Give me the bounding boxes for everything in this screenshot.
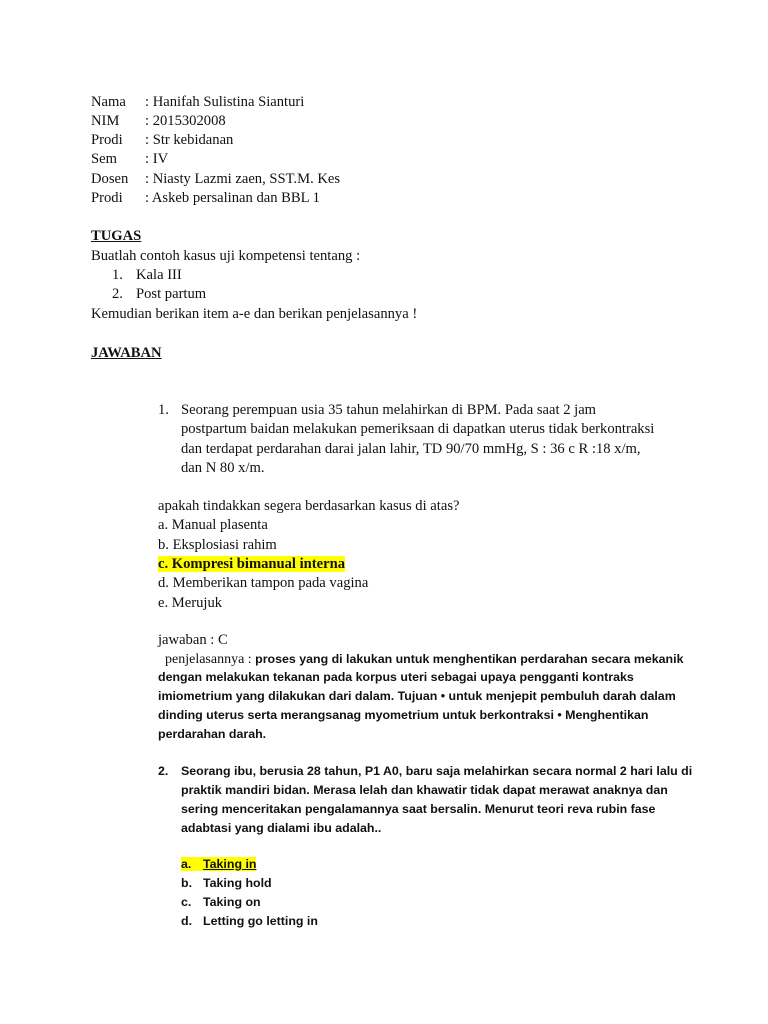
- q2-option-correct: [181, 857, 256, 871]
- explanation-line: [158, 652, 683, 668]
- q2-number: 2.: [158, 764, 169, 778]
- field-value: : Niasty Lazmi zaen, SST.M. Kes: [145, 171, 341, 187]
- explanation-line: dengan melakukan tekanan pada korpus uteri sebagai upaya pengganti kontraks: [158, 670, 634, 684]
- jawaban-title: JAWABAN: [91, 345, 162, 361]
- q1-option: d. Memberikan tampon pada vagina: [158, 575, 369, 591]
- q1-option: e. Merujuk: [158, 595, 223, 611]
- field-prodi: [91, 132, 233, 149]
- explanation-label: penjelasannya :: [165, 652, 252, 667]
- field-value: : IV: [145, 151, 169, 167]
- tugas-title: TUGAS: [91, 228, 142, 244]
- correct-option-highlight: [181, 857, 256, 871]
- option-letter: c.: [181, 895, 192, 909]
- q1-question: apakah tindakkan segera berdasarkan kasus di atas?: [158, 498, 460, 514]
- q2-line: adabtasi yang dialami ibu adalah..: [181, 821, 382, 835]
- field-value: : Hanifah Sulistina Sianturi: [145, 94, 305, 110]
- field-dosen: [91, 171, 340, 188]
- q2-option: [181, 914, 318, 928]
- field-nama: [91, 94, 304, 111]
- item-text: Kala III: [136, 267, 182, 283]
- option-text: Taking on: [203, 895, 261, 909]
- q1-option: b. Eksplosiasi rahim: [158, 537, 277, 553]
- tugas-item: [112, 286, 206, 303]
- q2-line: Seorang ibu, berusia 28 tahun, P1 A0, baru saja melahirkan secara normal 2 hari lalu di: [181, 764, 693, 778]
- field-prodi-course: [91, 190, 320, 207]
- field-label: Nama: [91, 94, 126, 110]
- field-label: Prodi: [91, 190, 123, 206]
- explanation-text: proses yang di lakukan untuk menghentikan perdarahan secara mekanik: [255, 652, 684, 666]
- option-text: Taking in: [203, 857, 257, 871]
- option-text: Letting go letting in: [203, 914, 318, 928]
- option-letter: a.: [181, 857, 192, 871]
- tugas-item: [112, 267, 182, 284]
- correct-option-highlight: c. Kompresi bimanual interna: [158, 556, 346, 572]
- field-value: : Askeb persalinan dan BBL 1: [145, 190, 320, 206]
- tugas-instruction: Kemudian berikan item a-e dan berikan penjelasannya !: [91, 306, 418, 322]
- option-letter: d.: [181, 914, 193, 928]
- q2-line: praktik mandiri bidan. Merasa lelah dan khawatir tidak dapat merawat anaknya dan: [181, 783, 668, 797]
- q1-line: dan terdapat perdarahan darai jalan lahir, TD 90/70 mmHg, S : 36 c R :18 x/m,: [181, 441, 641, 457]
- field-value: : 2015302008: [145, 113, 226, 129]
- item-text: Post partum: [136, 286, 207, 302]
- tugas-intro: Buatlah contoh kasus uji kompetensi tentang :: [91, 248, 361, 264]
- field-nim: [91, 113, 226, 130]
- q2-option: [181, 876, 272, 890]
- q1-line: dan N 80 x/m.: [181, 460, 265, 476]
- item-number: 1.: [112, 267, 123, 283]
- explanation-line: imiometrium yang dilakukan dari dalam. Tujuan • untuk menjepit pembuluh darah dalam: [158, 689, 676, 703]
- field-value: : Str kebidanan: [145, 132, 234, 148]
- field-label: Sem: [91, 151, 117, 167]
- item-number: 2.: [112, 286, 123, 302]
- q1-option: a. Manual plasenta: [158, 517, 268, 533]
- q1-option-correct: [158, 556, 345, 573]
- q1-line: Seorang perempuan usia 35 tahun melahirkan di BPM. Pada saat 2 jam: [181, 402, 597, 418]
- field-label: NIM: [91, 113, 120, 129]
- explanation-line: perdarahan darah.: [158, 727, 267, 741]
- q2-line: sering menceritakan pengalamannya saat bersalin. Menurut teori reva rubin fase: [181, 802, 656, 816]
- option-text: Taking hold: [203, 876, 272, 890]
- q1-answer: jawaban : C: [158, 632, 228, 648]
- q1-number: 1.: [158, 402, 169, 418]
- option-letter: b.: [181, 876, 193, 890]
- field-label: Prodi: [91, 132, 123, 148]
- q2-option: [181, 895, 261, 909]
- field-label: Dosen: [91, 171, 129, 187]
- q1-line: postpartum baidan melakukan pemeriksaan di dapatkan uterus tidak berkontraksi: [181, 421, 655, 437]
- explanation-line: dinding uterus serta merangsanag myometrium untuk berkontraksi • Menghentikan: [158, 708, 649, 722]
- field-sem: [91, 151, 168, 168]
